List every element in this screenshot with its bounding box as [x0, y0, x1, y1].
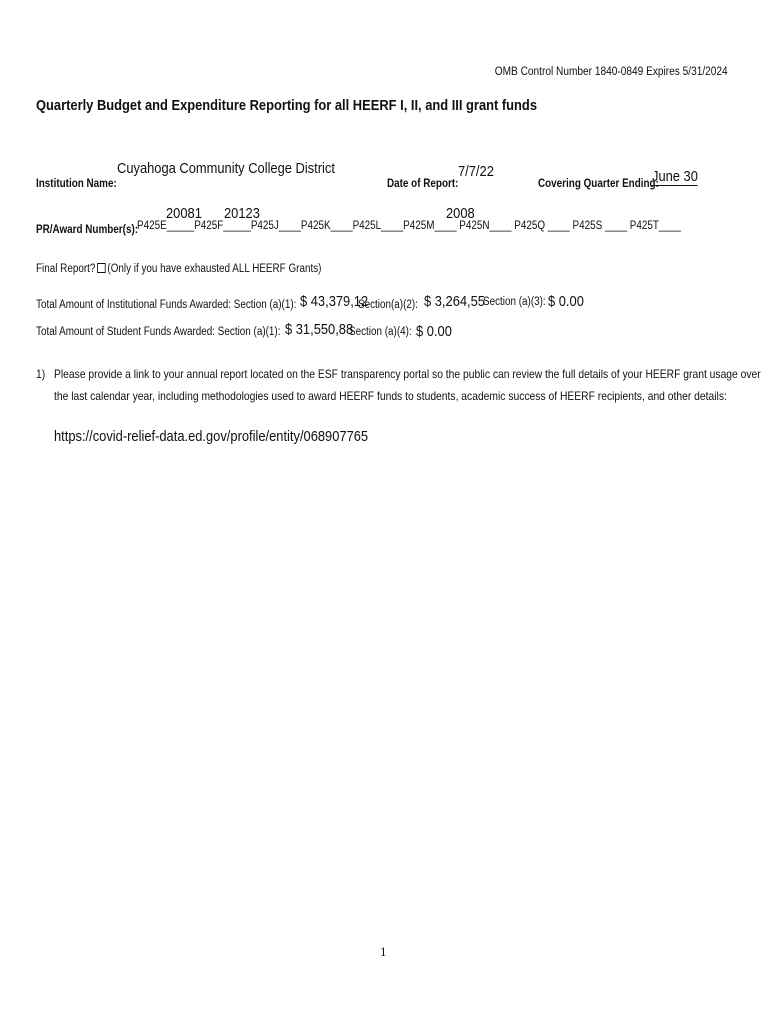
final-report-note: (Only if you have exhausted ALL HEERF Grants) [107, 263, 322, 275]
section-a4-label: Section (a)(4): [349, 326, 412, 338]
student-a1-value[interactable]: $ 31,550,88 [285, 321, 354, 338]
institutional-funds-label: Total Amount of Institutional Funds Awarded: Section (a)(1): [36, 299, 297, 311]
covering-quarter-label: Covering Quarter Ending: [538, 178, 659, 190]
institution-name-value[interactable]: Cuyahoga Community College District [117, 160, 335, 177]
section-a2-value[interactable]: $ 3,264,55 [424, 293, 485, 310]
question-1-line-1: Please provide a link to your annual report located on the ESF transparency portal so the public can review the full details of your HEERF grant usage over [54, 367, 761, 381]
final-report-label: Final Report? [36, 263, 96, 275]
section-a3-label: Section (a)(3): [483, 296, 546, 308]
covering-quarter-value[interactable] [652, 168, 698, 186]
omb-control-number: OMB Control Number 1840-0849 Expires 5/31/2024 [495, 66, 728, 78]
section-a3-value[interactable]: $ 0.00 [548, 293, 584, 310]
student-funds-label: Total Amount of Student Funds Awarded: Section (a)(1): [36, 326, 281, 338]
award-p425m-value[interactable]: 2008 [446, 205, 475, 222]
question-1-number: 1) [36, 367, 46, 381]
question-1-line-2: the last calendar year, including methodologies used to award HEERF funds to students, academic success of HEERF recipients, and other details: [54, 389, 727, 403]
page-title: Quarterly Budget and Expenditure Reporting for all HEERF I, II, and III grant funds [36, 97, 537, 114]
page-number: 1 [380, 944, 387, 959]
final-report-checkbox[interactable] [97, 263, 106, 273]
date-of-report-label: Date of Report: [387, 178, 459, 190]
award-p425f-value[interactable]: 20123 [224, 205, 260, 222]
covering-quarter-text: June 30 [652, 168, 698, 185]
institutional-a1-value[interactable]: $ 43,379,12 [300, 293, 369, 310]
section-a4-value[interactable]: $ 0.00 [416, 323, 452, 340]
award-p425e-value[interactable]: 20081 [166, 205, 202, 222]
institution-name-label: Institution Name: [36, 178, 117, 190]
award-numbers-label: PR/Award Number(s): [36, 224, 139, 236]
annual-report-link-answer[interactable]: https://covid-relief-data.ed.gov/profile/entity/068907765 [54, 428, 369, 445]
final-report-row [36, 263, 321, 275]
award-numbers-line: P425E_____P425F_____P425J____P425K____P425L____P425M____ P425N____ P425Q ____ P425S ____ P425T____ [137, 220, 681, 232]
section-a2-label: Section(a)(2): [358, 299, 418, 311]
date-of-report-value[interactable]: 7/7/22 [458, 163, 494, 180]
